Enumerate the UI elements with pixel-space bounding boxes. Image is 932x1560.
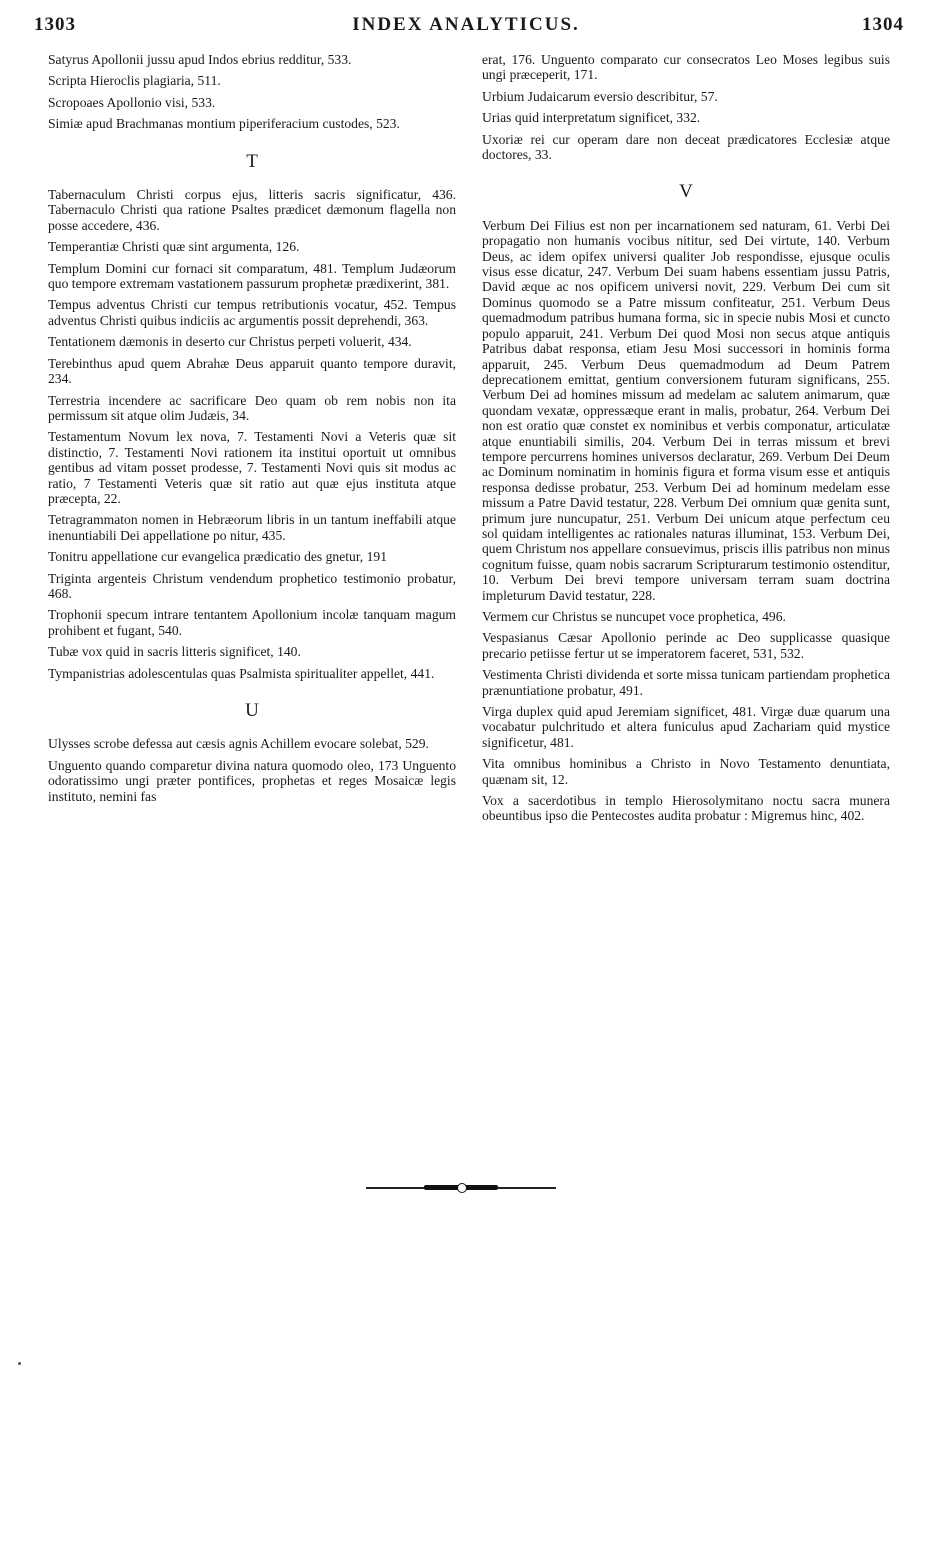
index-entry: Satyrus Apollonii jussu apud Indos ebrius redditur, 533. [48, 52, 352, 67]
index-entry: Templum Domini cur fornaci sit comparatum, 481. Templum Judæorum quo tempore extremam vastationem passurum prophetæ prædixerint, 381. [48, 260, 456, 292]
section-letter: U [245, 700, 259, 721]
index-entry: Vespasianus Cæsar Apollonio perinde ac Deo supplicasse quasique precario petiisse fertur ut se imperatorem faceret, 531, 532. [482, 630, 890, 661]
index-entry: Tonitru appellatione cur evangelica prædicatio des gnetur, 191 [48, 549, 387, 565]
section-letter: T [246, 150, 258, 172]
index-entry: Vox a sacerdotibus in templo Hierosolymitano noctu sacra munera obeuntibus ipso die Pentecostes audita probatur : Migremus hinc, 402. [482, 793, 890, 824]
end-ornament-rule [366, 1181, 556, 1195]
index-entry: Verbum Dei Filius est non per incarnationem sed naturam, 61. Verbi Dei propagatio non humanis vocibus nititur, sed Dei virtute, 140. Verbum Deus, ac idem opifex universi qualiter Job respondisse, ejusque oculis visus esse dicatur, 247. Verbum Dei suam habens essentiam jussu Patris, David æque ac nos opificem universi novit, 229. Verbum Dei cum sit Dominus quomodo se a Patre missum confiteatur, 251. Verbum Deus quemadmodum patribus humana forma, sic in specie nubis Mosi et cuncto populo apparuit, 241. Verbum Dei quod Mosi non secus atque antiquis Patribus dabat responsa, etiam Jesu Mosi successori in hominis forma apparuit, 245. Verbum Deus quemadmodum ad Deum Patrem deprecationem emittat, gentium conversionem futuram significans, 255. Verbum Dei ad homines missum ad medelam ac salutem animarum, quæ quondam vexatæ, oppressæque erant in malis, probatur, 264. Verbum Dei non est oratio quæ constet ex nominibus et verbis componatur, articulatæ atque enuntiabili similis, 204. Verbum Dei in terras missum et brevi tempore percurrens homines universos declaratur, 269. Verbum Dei Deum ac Dominum nominatim in hominis figura et forma visum esse et antiquis responsa dedisse probatur, 253. Verbum Dei ad hominum medelam esse missum a Patre David testatur, 228. Verbum Dei omnium quæ genita sunt, primum jure nuncupatur, 251. Verbum Dei unicum atque perfectum ceu sol quidam intelligentes ac rationales naturas illuminat, 153. Verbum Dei, quem Christum nos appellare consuevimus, priscis illis patribus non minus cognitum fuisse, quam nobis sacrarum Scripturarum testimonio ostenditur, 10. Verbum Dei brevi tempore universam terram suam doctrina impleturum David testatur, 228. [482, 217, 890, 603]
right-column [482, 52, 890, 830]
index-entry: Tympanistrias adolescentulas quas Psalmista spiritualiter appellet, 441. [48, 665, 435, 681]
index-entry: Temperantiæ Christi quæ sint argumenta, 126. [48, 239, 300, 255]
section-letter: V [679, 181, 693, 203]
index-entry: Vestimenta Christi dividenda et sorte missa tunicam partiendam prophetica prænuntiatione probatur, 491. [482, 667, 890, 698]
index-entry: Urbium Judaicarum eversio describitur, 57. [482, 88, 718, 104]
index-entry: Tabernaculum Christi corpus ejus, litteris sacris significatur, 436. Tabernaculo Christi qua ratione Psaltes prædicet dæmonum flagella non posse accedere, 436. [48, 187, 456, 233]
index-entry: erat, 176. Unguento comparato cur consecratos Leo Moses legibus suis ungi præceperit, 171. [482, 52, 890, 83]
index-entry: Tetragrammaton nomen in Hebræorum libris in un tantum ineffabili atque inenuntiabili Dei appellatione po nitur, 435. [48, 512, 456, 543]
index-entry: Terebinthus apud quem Abrahæ Deus apparuit quanto tempore duravit, 234. [48, 355, 456, 387]
index-entry: Testamentum Novum lex nova, 7. Testamenti Novi a Veteris quæ sit distinctio, 7. Testamenti Novi rationem ita institui oportuit ut omnibus gentibus ad vitam posset prodesse, 7. Testamenti Novi quis sit modus ac ratio, 7 Testamenti Veteris quæ sit ratio aut quæ ejus instituta atque præcepta, 22. [48, 429, 456, 506]
index-entry: Tempus adventus Christi cur tempus retributionis vocatur, 452. Tempus adventus Christi quibus indiciis ac argumentis possit deprehendi, 363. [48, 297, 456, 328]
page-title: INDEX ANALYTICUS. [352, 14, 580, 35]
index-entry: Tentationem dæmonis in deserto cur Christus perpeti voluerit, 434. [48, 334, 412, 350]
index-entry: Scripta Hieroclis plagiaria, 511. [48, 73, 221, 89]
index-entry: Ulysses scrobe defessa aut cæsis agnis Achillem evocare solebat, 529. [48, 736, 429, 752]
print-speck [18, 1362, 21, 1365]
index-entry: Tubæ vox quid in sacris litteris significet, 140. [48, 644, 301, 660]
running-head [0, 14, 932, 44]
index-entry: Simiæ apud Brachmanas montium piperiferacium custodes, 523. [48, 116, 400, 132]
index-entry: Trophonii specum intrare tentantem Apollonium incolæ tanquam magum prohibent et fugant, 540. [48, 607, 456, 638]
index-entry: Urias quid interpretatum significet, 332. [482, 110, 701, 126]
left-page-number: 1303 [34, 14, 76, 35]
index-entry: Scropoaes Apollonio visi, 533. [48, 94, 216, 110]
left-column [48, 52, 456, 810]
index-entry: Vita omnibus hominibus a Christo in Novo Testamento denuntiata, quænam sit, 12. [482, 756, 890, 787]
index-entry: Vermem cur Christus se nuncupet voce prophetica, 496. [482, 609, 786, 624]
index-entry: Terrestria incendere ac sacrificare Deo quam ob rem nobis non ita permissum sit atque olim Judæis, 34. [48, 392, 456, 423]
index-entry: Virga duplex quid apud Jeremiam significet, 481. Virgæ duæ quarum una vocabatur pulchritudo et altera funiculus apud Zachariam quid mystice significetur, 481. [482, 704, 890, 750]
index-entry: Triginta argenteis Christum vendendum prophetico testimonio probatur, 468. [48, 570, 456, 601]
right-page-number: 1304 [862, 14, 904, 35]
index-entry: Unguento quando comparetur divina natura quomodo oleo, 173 Unguento odoratissimo ungi præter pontifices, prophetas et reges Mosaicæ legis instituto, nemini fas [48, 757, 456, 804]
index-entry: Uxoriæ rei cur operam dare non deceat prædicatores Ecclesiæ atque doctores, 33. [482, 131, 890, 163]
